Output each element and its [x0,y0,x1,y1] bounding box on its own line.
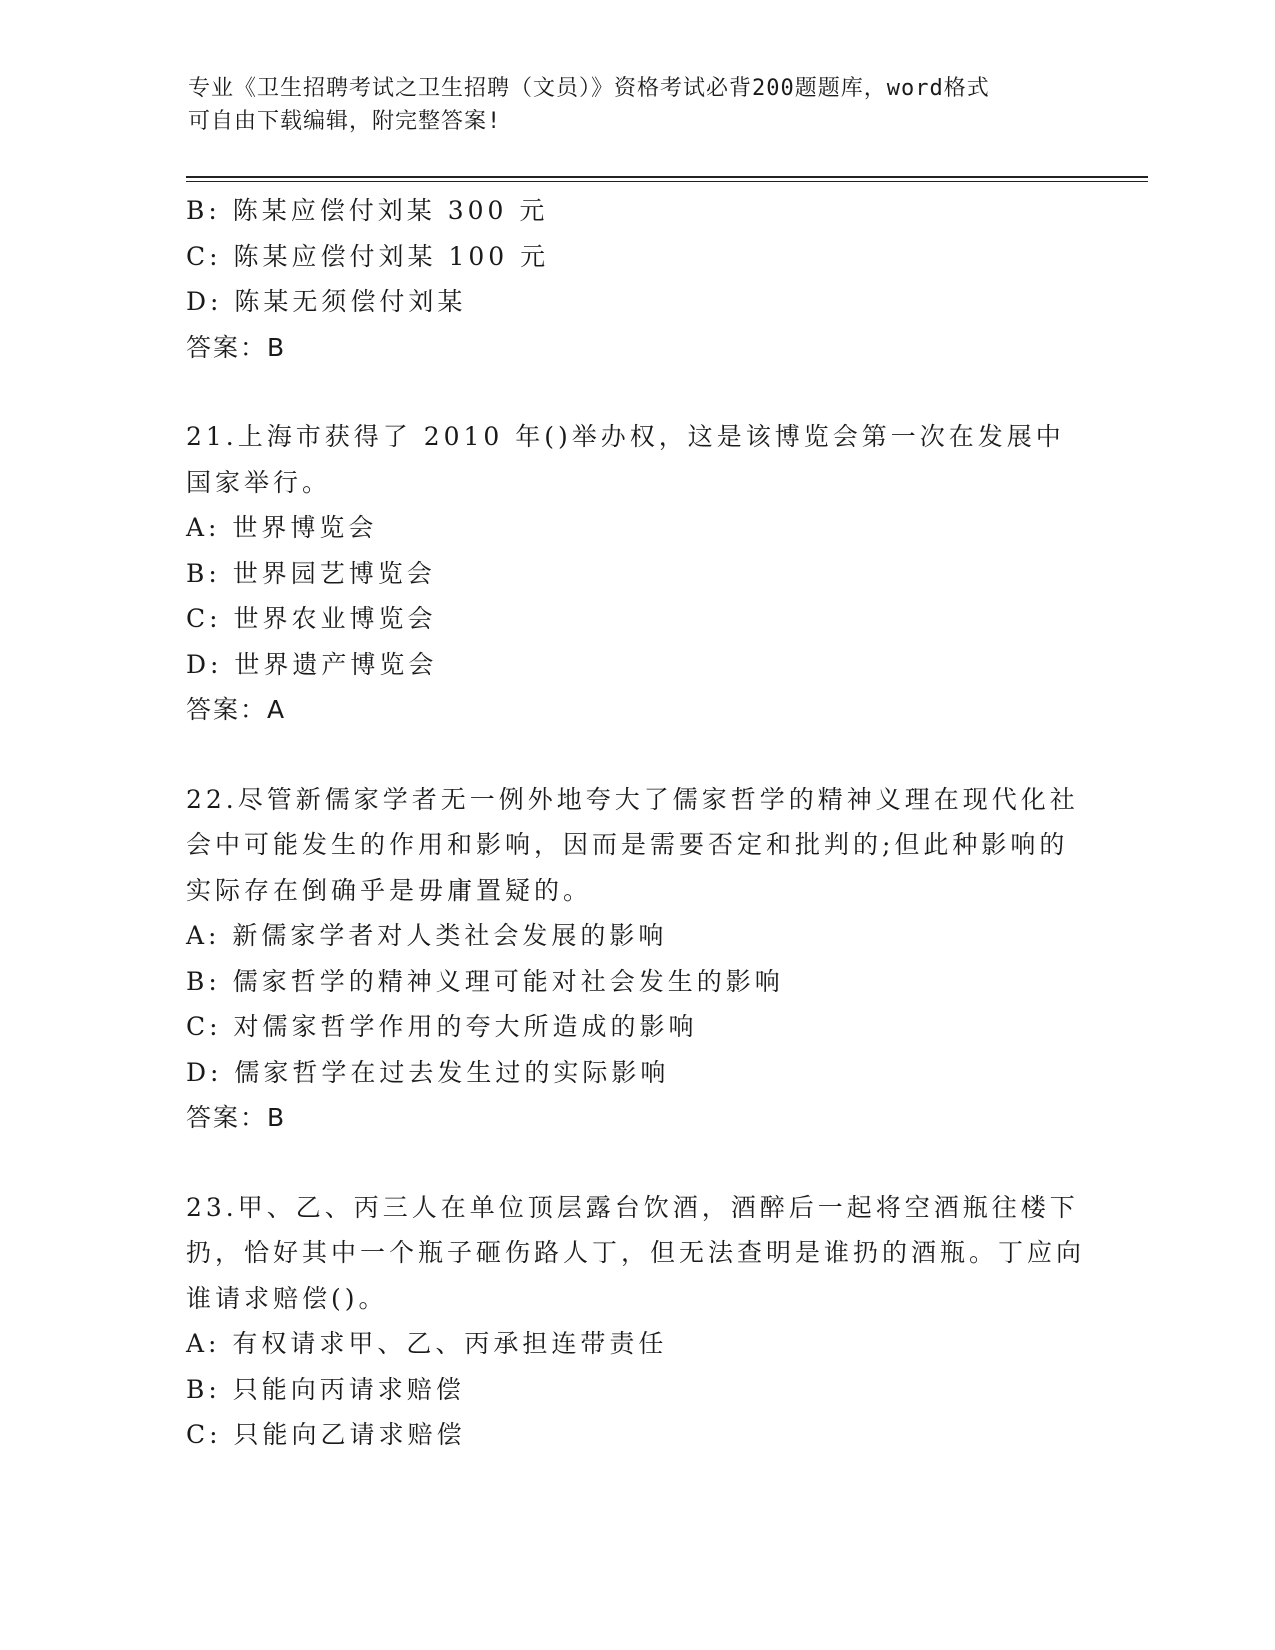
option-a: A: 世界博览会 [186,513,378,542]
option-c: C: 陈某应偿付刘某 100 元 [186,241,550,271]
option-c: C: 对儒家哲学作用的夸大所造成的影响 [186,1012,698,1041]
answer-line: 答案：B [186,332,287,362]
option-c: C: 世界农业博览会 [186,604,437,633]
header-divider-thick [186,176,1148,178]
question-23 [186,1185,1086,1458]
question-21 [186,414,1086,733]
option-d: D: 儒家哲学在过去发生过的实际影响 [186,1057,670,1087]
header-line-2: 可自由下载编辑，附完整答案! [188,109,502,134]
spacer [186,1141,1086,1185]
option-a: A: 有权请求甲、乙、丙承担连带责任 [186,1329,668,1358]
option-c: C: 只能向乙请求赔偿 [186,1420,466,1449]
option-d: D: 陈某无须偿付刘某 [186,287,467,316]
question-stem: 21.上海市获得了 2010 年()举办权，这是该博览会第一次在发展中国家举行。 [186,422,1065,497]
question-content [186,188,1086,1458]
option-a: A: 新儒家学者对人类社会发展的影响 [186,921,668,950]
question-stem: 22.尽管新儒家学者无一例外地夸大了儒家哲学的精神义理在现代化社会中可能发生的作用和影响，因而是需要否定和批判的;但此种影响的实际存在倒确乎是毋庸置疑的。 [186,784,1079,905]
option-b: B: 只能向丙请求赔偿 [186,1374,465,1404]
option-b: B: 世界园艺博览会 [186,558,436,588]
header-divider-thin [186,181,1148,182]
spacer [186,370,1086,414]
header-line-1: 专业《卫生招聘考试之卫生招聘（文员）》资格考试必背200题题库，word格式 [188,76,990,101]
document-header [188,72,1088,138]
option-d: D: 世界遗产博览会 [186,649,438,679]
prev-question-block [186,188,1086,370]
answer-line: 答案：B [186,1103,287,1132]
question-stem: 23.甲、乙、丙三人在单位顶层露台饮酒，酒醉后一起将空酒瓶往楼下扔，恰好其中一个瓶子砸伤路人丁，但无法查明是谁扔的酒瓶。丁应向谁请求赔偿()。 [186,1192,1086,1313]
answer-line: 答案：A [186,695,287,724]
option-b: B: 陈某应偿付刘某 300 元 [186,196,549,225]
spacer [186,733,1086,777]
question-22 [186,777,1086,1141]
option-b: B: 儒家哲学的精神义理可能对社会发生的影响 [186,966,784,996]
